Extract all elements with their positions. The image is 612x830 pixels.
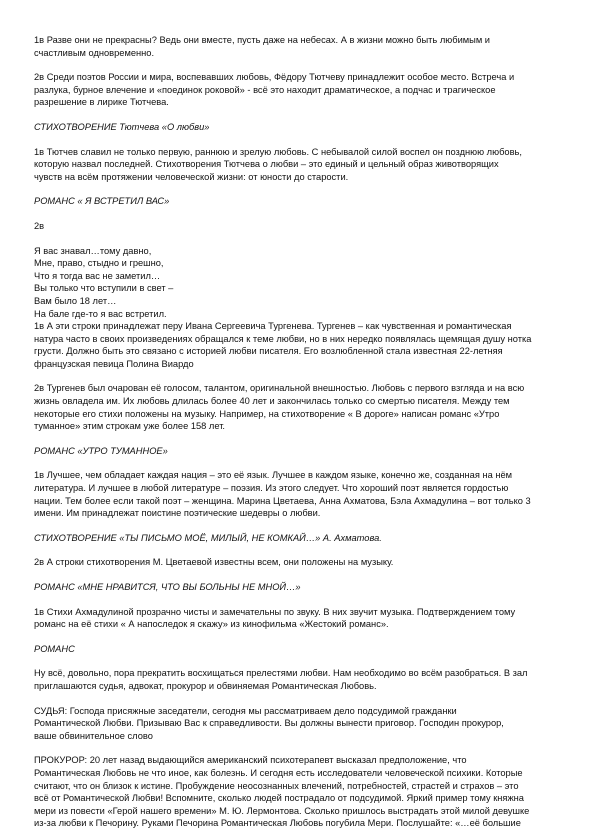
paragraph-tsvetaeva: 2в А строки стихотворения М. Цветаевой известны всем, они положены на музыку. [34,557,394,568]
paragraph-judge: СУДЬЯ: Господа присяжные заседатели, сегодня мы рассматриваем дело подсудимой гражданки Романтической Любви. Призываю Вас к справедливости. Вы должны вынести приговор. Господин прокурор, ваше обвинительное слово [34,705,504,741]
document-body [34,34,580,830]
poem-verses: Я вас знавал…тому давно, Мне, право, стыдно и грешно, Что я тогда вас не заметил… Вы только что вступили в свет – Вам было 18 лет… На бале где-то я вас встретил. [34,245,174,319]
section-heading-mne-nravitsya: РОМАНС «МНЕ НРАВИТСЯ, ЧТО ВЫ БОЛЬНЫ НЕ МНОЙ…» [34,582,301,592]
paragraph-2: 2в Среди поэтов России и мира, воспевавших любовь, Фёдору Тютчеву принадлежит особое место. Встреча и разлука, бурное влечение и «поединок роковой» - всё это находит драматическое, а подчас и трагическое разрешение в лирике Тютчева. [34,72,515,108]
section-heading-tyutchev: СТИХОТВОРЕНИЕ Тютчева «О любви» [34,121,210,132]
paragraph-akhmadulina: 1в Стихи Ахмадулиной прозрачно чисты и замечательны по звуку. В них звучит музыка. Подтверждением тому романс на её стихи « А напоследок я скажу» из кинофильма «Жестокий романс». [34,606,516,630]
section-heading-romans: РОМАНС [34,643,75,654]
paragraph-trial-intro: Ну всё, довольно, пора прекратить восхищаться прелестями любви. Нам необходимо во всём разобраться. В зал приглашаются судья, адвокат, прокурор и обвиняемая Романтическая Любовь. [34,668,528,691]
paragraph-3: 1в Тютчев славил не только первую, раннюю и зрелую любовь. С небывалой силой воспел он позднюю любовь, которую назвал последней. Стихотворения Тютчева о любви – это единый и цельный образ животворящих чувств на всём протяжении человеческой жизни: от юности до старости. [34,146,522,182]
paragraph-1: 1в Разве они не прекрасны? Ведь они вместе, пусть даже на небесах. А в жизни можно быть любимым и счастливым одновременно. [34,35,491,58]
paragraph-prosecutor: ПРОКУРОР: 20 лет назад выдающийся американский психотерапевт высказал предположение, что Романтическая Любовь не что иное, как болезнь. И сегодня есть исследователи человеческой психики. Которые считают, что он близок к истине. Пробуждение неосознанных влечений, потребностей, страстей и страхов – это всё от Романтической Любви! Вспомните, сколько людей пострадало от подсудимой. Яркий пример тому княжна мери из повести «Герой нашего времени» М. Ю. Лермонтова. Сколько пришлось выстрадать этой милой девушке из-за любви к Печорину. Руками Печорина Романтическая Любовь погубила Мери. Послушайте: «…её большие [34,755,530,829]
paragraph-poets: 1в Лучшее, чем обладает каждая нация – это её язык. Лучшее в каждом языке, конечно же, созданная на нём литература. И лучшее в любой литературе – поэзия. Из этого следует. Что хороший поэт является гордостью нации. Тем более если такой поэт – женщина. Марина Цветаева, Анна Ахматова, Бэла Ахмадулина – вот только 3 имени. Им принадлежат поистине поэтические шедевры о любви. [34,470,531,519]
speaker-marker-2v: 2в [34,220,45,231]
section-heading-ya-vstretil-vas: РОМАНС « Я ВСТРЕТИЛ ВАС» [34,196,170,207]
section-heading-akhmatova: СТИХОТВОРЕНИЕ «ТЫ ПИСЬМО МОЁ, МИЛЫЙ, НЕ КОМКАЙ…» А. Ахматова. [34,532,382,543]
paragraph-turgenev-2: 2в Тургенев был очарован её голосом, талантом, оригинальной внешностью. Любовь с первого взгляда и на всю жизнь овладела им. Их любовь длилась более 40 лет и закончилась только со смертью писателя. Между тем некоторые его стихи положены на музыку. Например, на стихотворение « В дороге» написан романс «Утро туманное» этим строкам уже более 158 лет. [34,383,525,432]
section-heading-utro-tumannoe: РОМАНС «УТРО ТУМАННОЕ» [34,445,168,456]
paragraph-turgenev-1: 1в А эти строки принадлежат перу Ивана Сергеевича Тургенева. Тургенев – как чувственная и романтическая натура часто в своих произведениях обращался к теме любви, но в них нередко появлялась щемящая душу нотка грусти. Должно быть это связано с историей любви писателя. Его возлюбленной стала известная 22-летняя французская певица Полина Виардо [34,321,532,369]
